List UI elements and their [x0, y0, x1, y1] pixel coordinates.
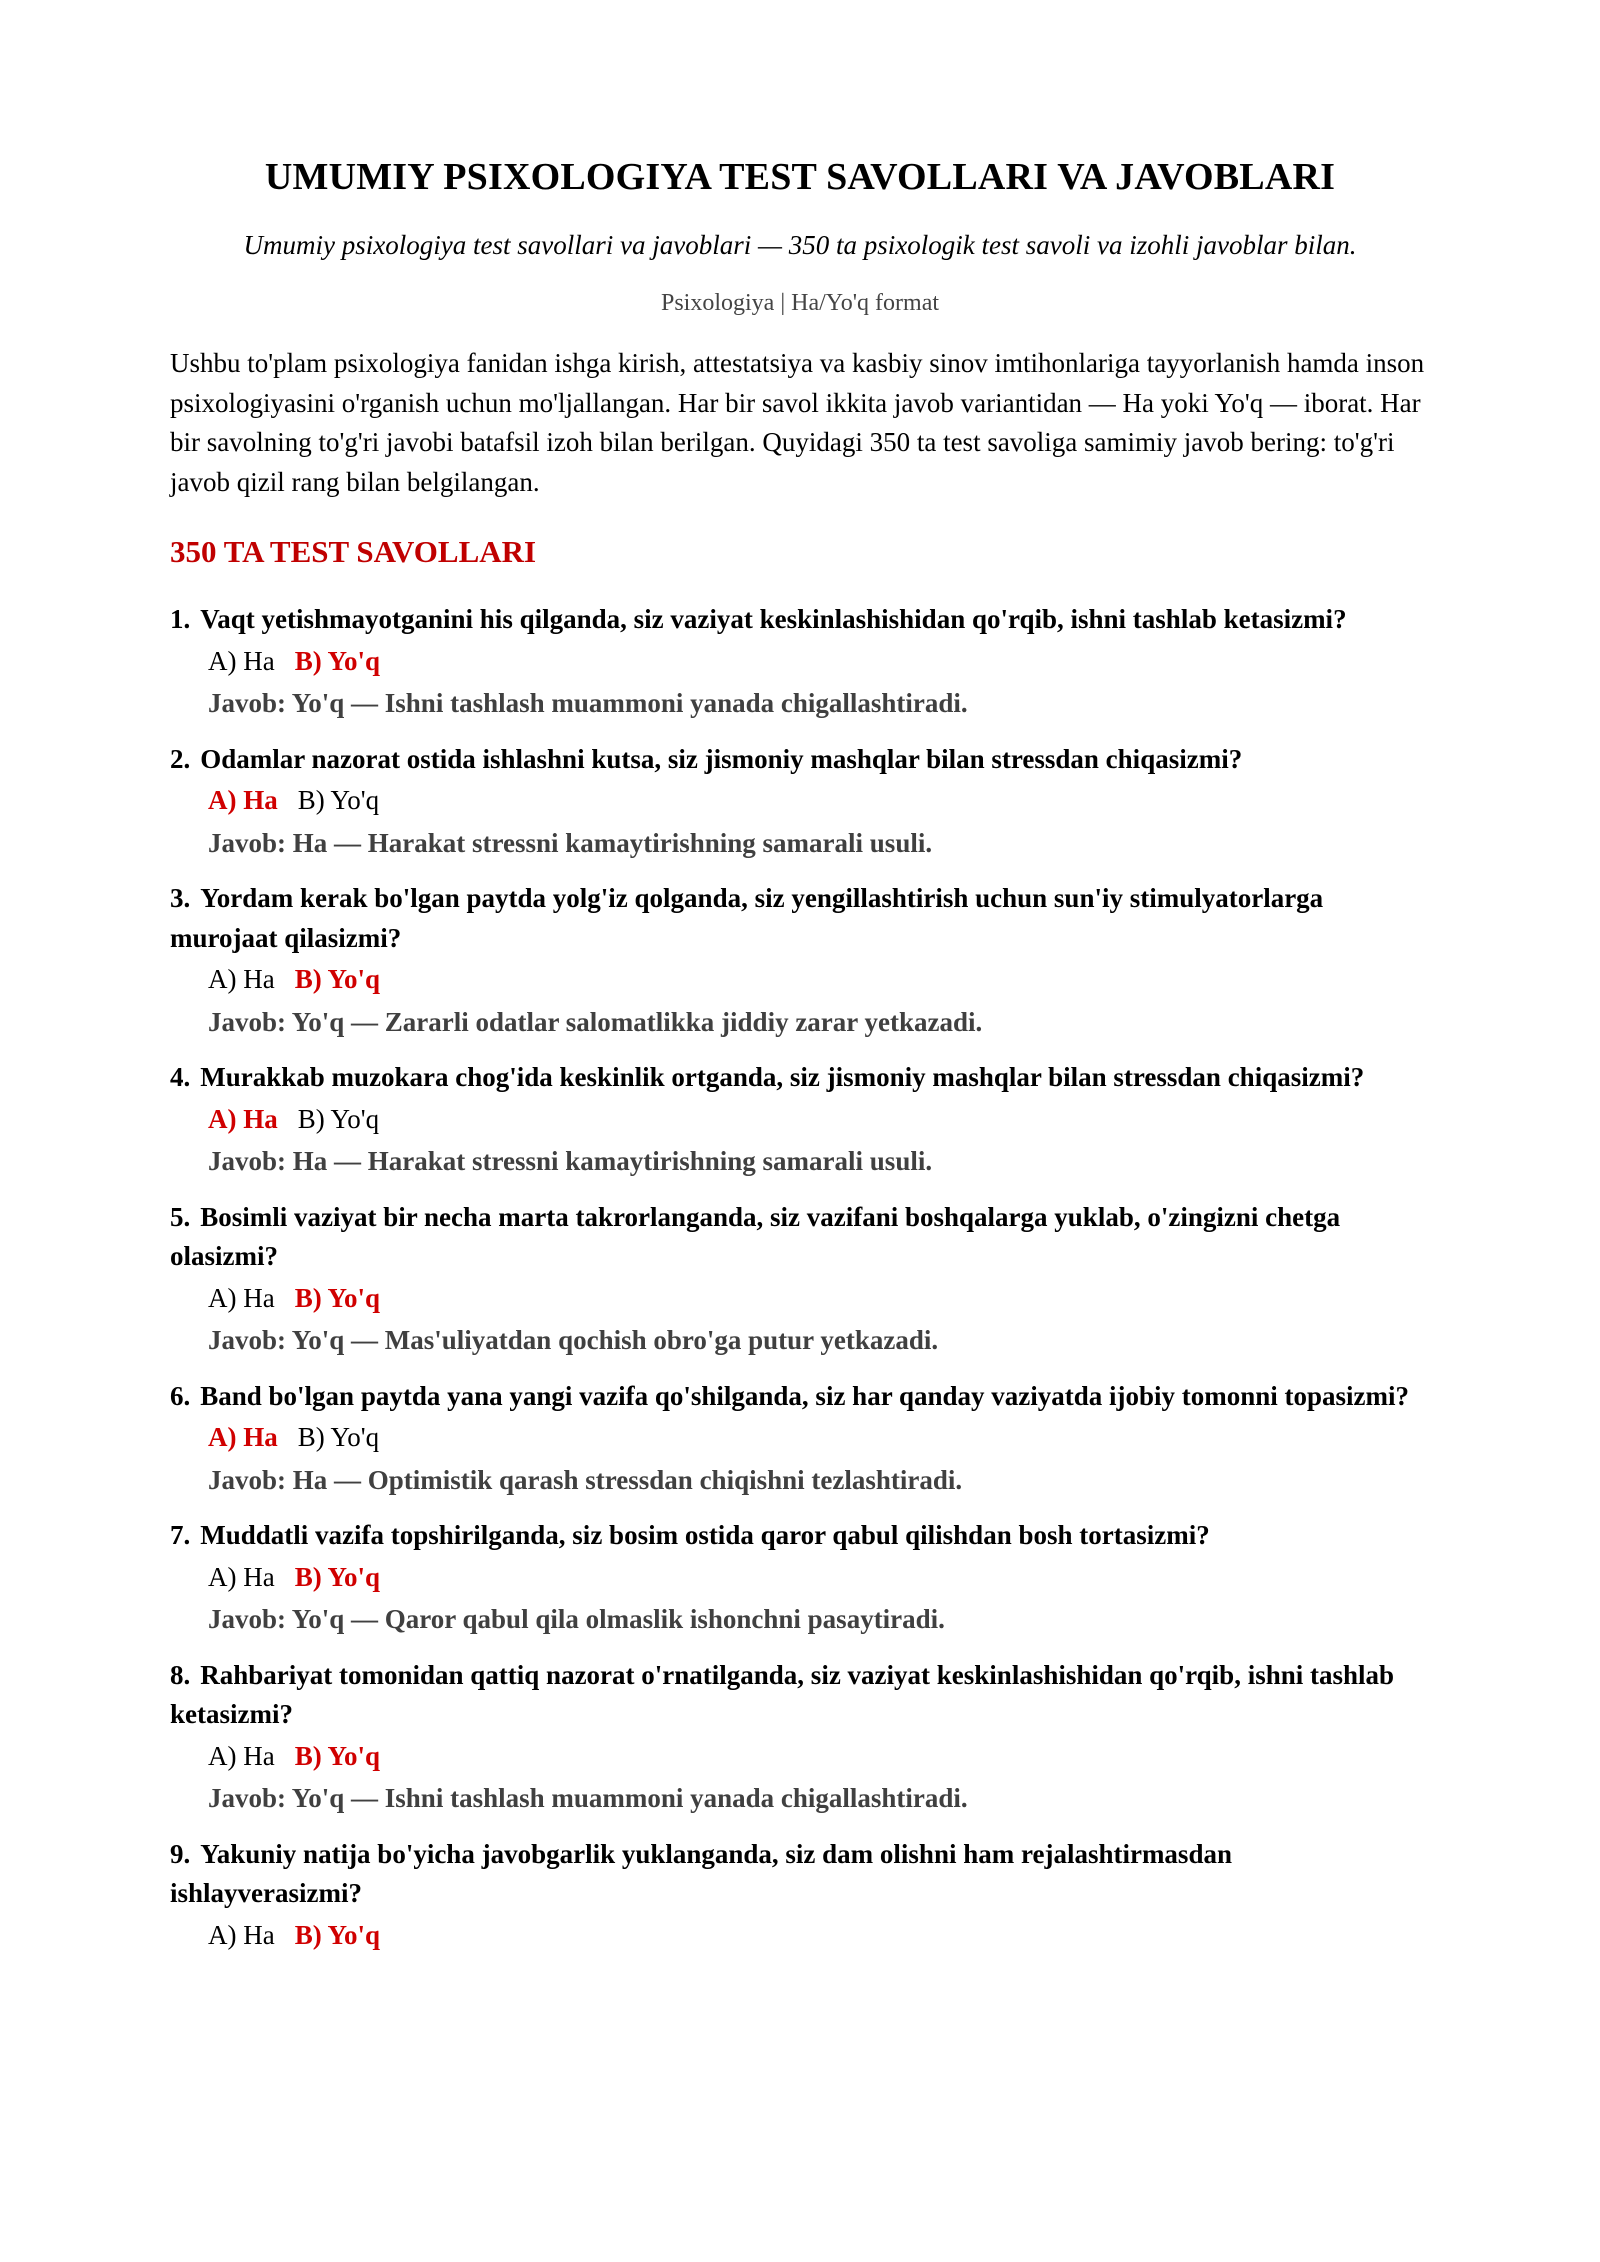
- option-a[interactable]: A) Ha: [208, 964, 275, 994]
- option-b[interactable]: B) Yo'q: [294, 1282, 381, 1313]
- question-text: [170, 1656, 1430, 1735]
- category-meta: Psixologiya | Ha/Yo'q format: [660, 290, 940, 316]
- option-b[interactable]: B) Yo'q: [294, 1561, 381, 1592]
- answer-options: [208, 958, 1430, 1001]
- question-number: 9.: [170, 1838, 191, 1869]
- question-text: [170, 740, 1430, 780]
- answer-explanation: Javob: Ha — Optimistik qarash stressdan chiqishni tezlashtiradi.: [208, 1464, 963, 1495]
- question-number: 2.: [170, 743, 191, 774]
- answer-explanation: Javob: Yo'q — Ishni tashlash muammoni yanada chigallashtiradi.: [208, 1783, 968, 1813]
- question-body: Rahbariyat tomonidan qattiq nazorat o'rnatilganda, siz vaziyat keskinlashishidan qo'rqib, ishni tashlab ketasizmi?: [170, 1659, 1395, 1729]
- option-a[interactable]: A) Ha: [208, 1103, 278, 1134]
- option-a[interactable]: A) Ha: [208, 1740, 275, 1771]
- question-item: [170, 1516, 1430, 1641]
- answer-options: [208, 640, 1430, 683]
- option-a[interactable]: A) Ha: [208, 645, 275, 676]
- question-text: [170, 879, 1430, 958]
- question-text: [170, 1516, 1430, 1556]
- option-b[interactable]: B) Yo'q: [297, 785, 380, 815]
- question-body: Yakuniy natija bo'yicha javobgarlik yuklanganda, siz dam olishni ham rejalashtirmasdan ishlayverasizmi?: [170, 1838, 1232, 1908]
- question-number: 1.: [170, 604, 191, 634]
- question-number: 4.: [170, 1062, 191, 1092]
- question-item: [170, 740, 1430, 865]
- question-body: Vaqt yetishmayotganini his qilganda, siz vaziyat keskinlashishidan qo'rqib, ishni tashlab ketasizmi?: [200, 604, 1347, 634]
- option-a[interactable]: A) Ha: [208, 1919, 275, 1950]
- answer-options: [208, 779, 1430, 822]
- question-number: 3.: [170, 883, 191, 913]
- answer-options: [208, 1556, 1430, 1599]
- answer-explanation: Javob: Yo'q — Qaror qabul qila olmaslik ishonchni pasaytiradi.: [208, 1604, 945, 1634]
- intro-paragraph: Ushbu to'plam psixologiya fanidan ishga kirish, attestatsiya va kasbiy sinov imtihonlariga tayyorlanish hamda inson psixologiyasini o'rganish uchun mo'ljallangan. Har bir savol ikkita javob variantidan — Ha yoki Yo'q — iborat. Har bir savolning to'g'ri javobi batafsil izoh bilan berilgan. Quyidagi 350 ta test savoliga samimiy javob bering: to'g'ri javob qizil rang bilan belgilangan.: [170, 348, 1425, 497]
- answer-options: [208, 1735, 1430, 1778]
- option-b[interactable]: B) Yo'q: [294, 1919, 381, 1950]
- option-b[interactable]: B) Yo'q: [297, 1103, 380, 1134]
- question-body: Yordam kerak bo'lgan paytda yolg'iz qolganda, siz yengillashtirish uchun sun'iy stimulyatorlarga murojaat qilasizmi?: [170, 883, 1324, 953]
- question-body: Band bo'lgan paytda yana yangi vazifa qo'shilganda, siz har qanday vaziyatda ijobiy tomonni topasizmi?: [200, 1380, 1410, 1411]
- answer-options: [208, 1416, 1430, 1459]
- question-item: [170, 1198, 1430, 1362]
- question-list: [170, 600, 1430, 1956]
- question-item: [170, 1656, 1430, 1820]
- option-a[interactable]: A) Ha: [208, 1282, 275, 1313]
- answer-explanation: Javob: Yo'q — Ishni tashlash muammoni yanada chigallashtiradi.: [208, 688, 968, 718]
- answer-explanation: Javob: Ha — Harakat stressni kamaytirishning samarali usuli.: [208, 827, 933, 858]
- option-a[interactable]: A) Ha: [208, 785, 278, 815]
- section-heading: 350 TA TEST SAVOLLARI: [170, 534, 537, 569]
- question-body: Murakkab muzokara chog'ida keskinlik ortganda, siz jismoniy mashqlar bilan stressdan chiqasizmi?: [200, 1062, 1365, 1092]
- option-b[interactable]: B) Yo'q: [297, 1422, 380, 1452]
- question-body: Muddatli vazifa topshirilganda, siz bosim ostida qaror qabul qilishdan bosh tortasizmi?: [200, 1520, 1210, 1550]
- answer-options: [208, 1277, 1430, 1320]
- answer-explanation: Javob: Yo'q — Mas'uliyatdan qochish obro'ga putur yetkazadi.: [208, 1325, 939, 1355]
- question-number: 7.: [170, 1520, 191, 1550]
- question-text: [170, 600, 1430, 640]
- question-item: [170, 1058, 1430, 1183]
- question-body: Odamlar nazorat ostida ishlashni kutsa, siz jismoniy mashqlar bilan stressdan chiqasizmi?: [200, 743, 1243, 774]
- question-text: [170, 1377, 1430, 1417]
- answer-explanation: Javob: Ha — Harakat stressni kamaytirishning samarali usuli.: [208, 1146, 933, 1176]
- question-item: [170, 1835, 1430, 1957]
- question-text: [170, 1835, 1430, 1914]
- option-a[interactable]: A) Ha: [208, 1561, 275, 1592]
- question-number: 6.: [170, 1380, 191, 1411]
- question-number: 8.: [170, 1659, 191, 1690]
- option-b[interactable]: B) Yo'q: [294, 645, 381, 676]
- question-number: 5.: [170, 1201, 191, 1232]
- question-text: [170, 1058, 1430, 1098]
- page-subtitle: Umumiy psixologiya test savollari va javoblari — 350 ta psixologik test savoli va izohli javoblar bilan.: [243, 230, 1357, 260]
- question-item: [170, 1377, 1430, 1502]
- option-b[interactable]: B) Yo'q: [294, 964, 381, 994]
- question-item: [170, 600, 1430, 725]
- answer-options: [208, 1914, 1430, 1957]
- option-a[interactable]: A) Ha: [208, 1422, 278, 1452]
- page-title: UMUMIY PSIXOLOGIYA TEST SAVOLLARI VA JAVOBLARI: [264, 156, 1336, 198]
- question-body: Bosimli vaziyat bir necha marta takrorlanganda, siz vazifani boshqalarga yuklab, o'zingizni chetga olasizmi?: [170, 1201, 1341, 1271]
- option-b[interactable]: B) Yo'q: [294, 1740, 381, 1771]
- question-item: [170, 879, 1430, 1043]
- answer-explanation: Javob: Yo'q — Zararli odatlar salomatlikka jiddiy zarar yetkazadi.: [208, 1006, 983, 1037]
- answer-options: [208, 1098, 1430, 1141]
- question-text: [170, 1198, 1430, 1277]
